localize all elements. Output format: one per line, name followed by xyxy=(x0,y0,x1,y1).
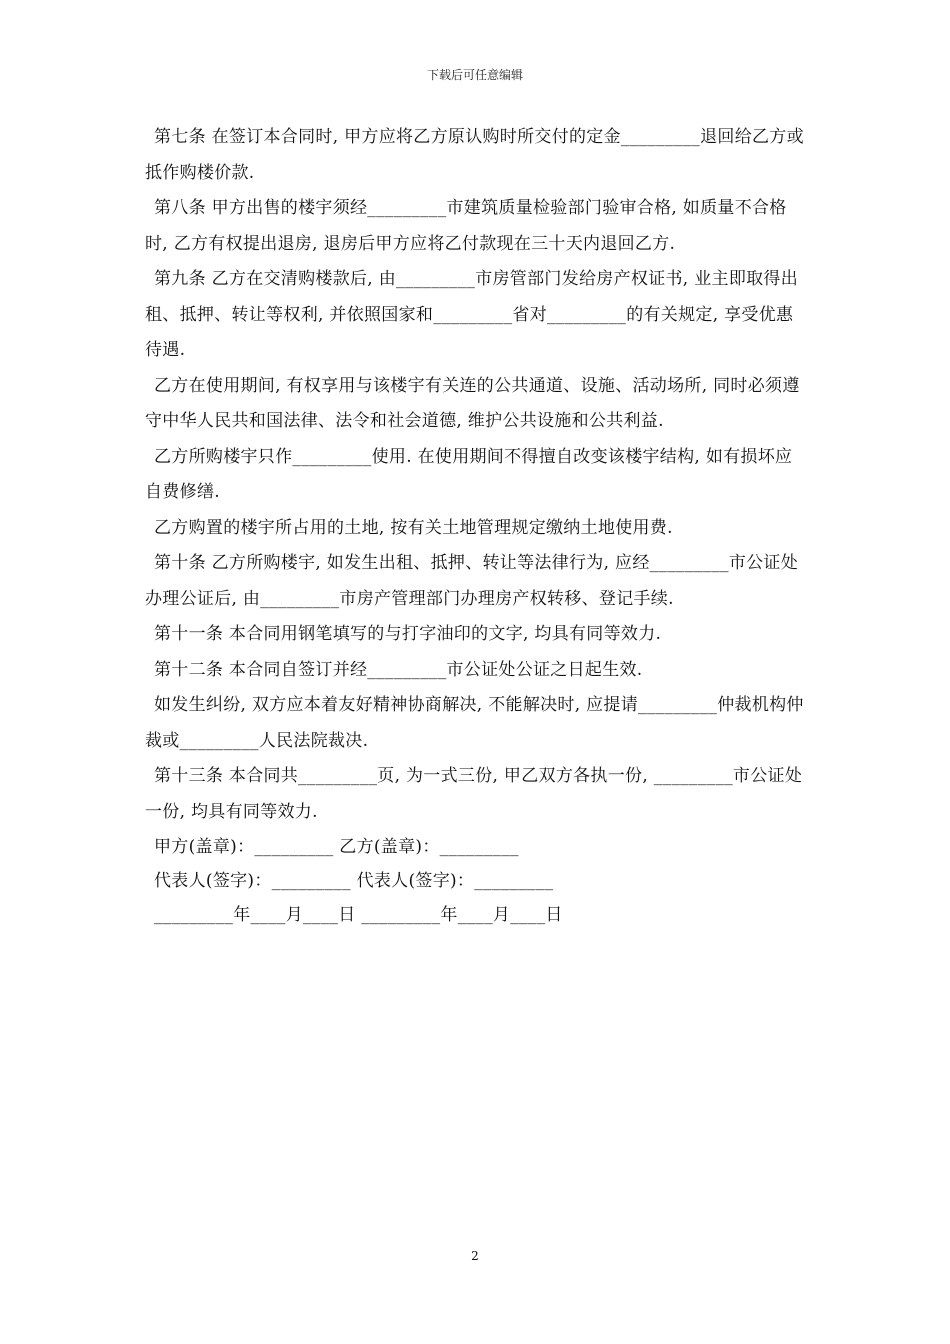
clause-8: 第八条 甲方出售的楼宇须经_________市建筑质量检验部门验审合格, 如质量不合格时, 乙方有权提出退房, 退房后甲方应将乙付款现在三十天内退回乙方. xyxy=(145,198,787,254)
clause-9-land-fee: 乙方购置的楼宇所占用的土地, 按有关土地管理规定缴纳土地使用费. xyxy=(154,517,673,538)
page-number: 2 xyxy=(471,1249,479,1263)
clause-9-usage-purpose: 乙方所购楼宇只作_________使用. 在使用期间不得擅自改变该楼宇结构, 如有损坏应自费修缮. xyxy=(145,446,793,502)
clause-10: 第十条 乙方所购楼宇, 如发生出租、抵押、转让等法律行为, 应经_________市公证处办理公证后, 由_________市房产管理部门办理房产权转移、登记手续. xyxy=(145,553,799,609)
clause-11: 第十一条 本合同用钢笔填写的与打字油印的文字, 均具有同等效力. xyxy=(154,624,662,644)
clause-9-usage-rights: 乙方在使用期间, 有权享用与该楼宇有关连的公共通道、设施、活动场所, 同时必须遵守中华人民共和国法律、法令和社会道德, 维护公共设施和公共利益. xyxy=(145,375,800,431)
signature-representative-line: 代表人(签字)：_________ 代表人(签字)：_________ xyxy=(154,871,554,891)
clause-13: 第十三条 本合同共_________页, 为一式三份, 甲乙双方各执一份, _________市公证处一份, 均具有同等效力. xyxy=(145,766,803,822)
signature-seal-line: 甲方(盖章)：_________ 乙方(盖章)：_________ xyxy=(154,837,519,857)
clause-9: 第九条 乙方在交清购楼款后, 由_________市房管部门发给房产权证书, 业主即取得出租、抵押、转让等权利, 并依照国家和_________省对_________的有关规定, 享受优惠待遇. xyxy=(145,269,799,360)
page-header: 下载后可任意编辑 xyxy=(426,68,523,82)
clause-12: 第十二条 本合同自签订并经_________市公证处公证之日起生效. xyxy=(154,659,643,680)
clause-12-dispute: 如发生纠纷, 双方应本着友好精神协商解决, 不能解决时, 应提请_________仲裁机构仲裁或_________人民法院裁决. xyxy=(145,695,804,751)
signature-date-line: _________年____月____日 _________年____月____日 xyxy=(154,905,563,925)
contract-body xyxy=(145,120,805,932)
clause-7: 第七条 在签订本合同时, 甲方应将乙方原认购时所交付的定金_________退回给乙方或抵作购楼价款. xyxy=(145,127,804,183)
